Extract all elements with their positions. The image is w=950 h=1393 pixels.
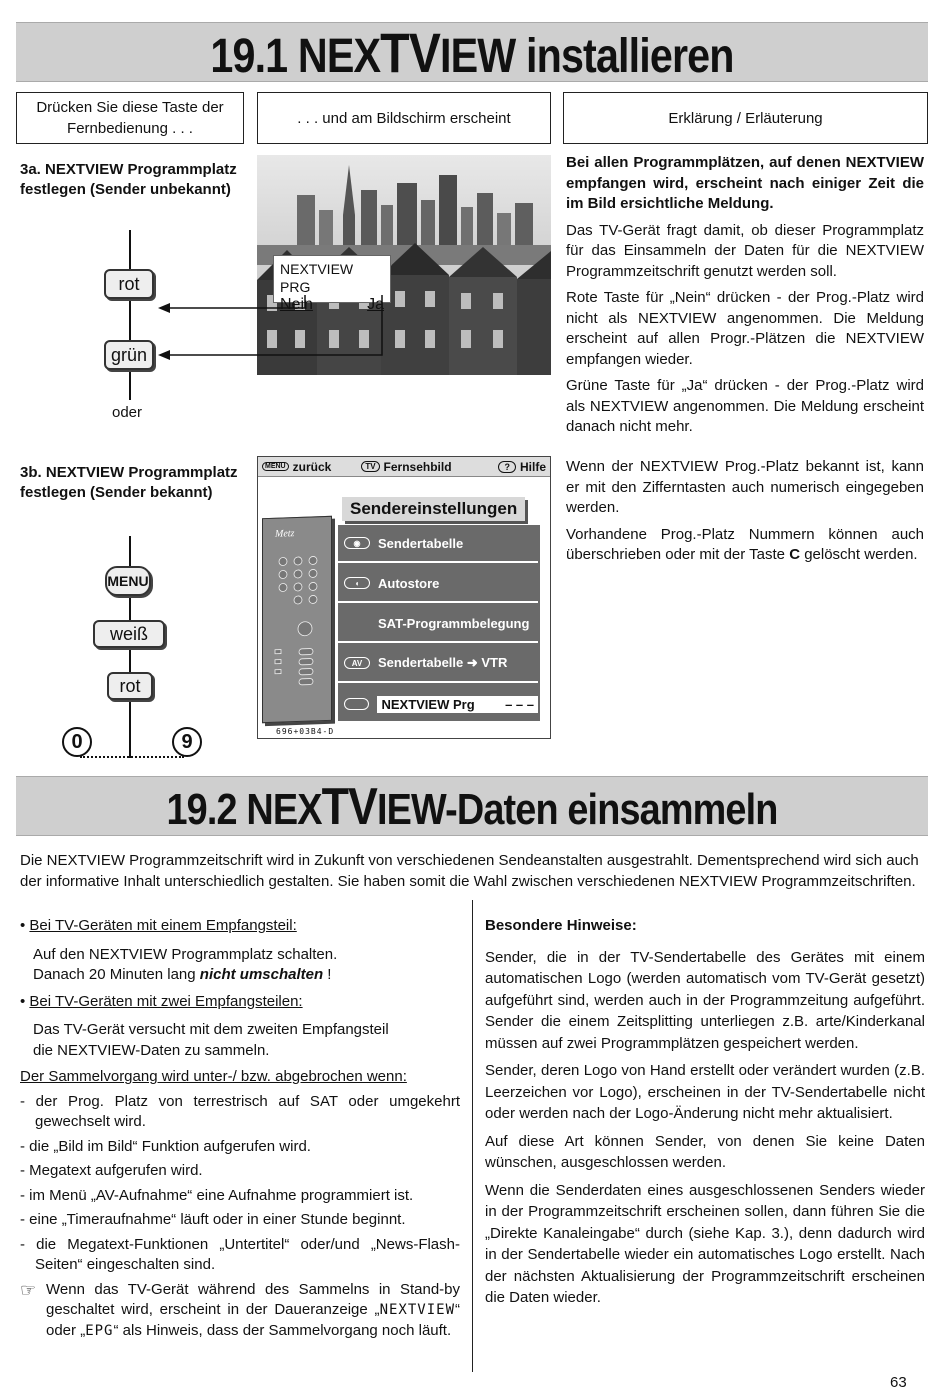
bullet1-line1: Auf den NEXTVIEW Programmplatz schalten. bbox=[33, 945, 338, 963]
step-3b-label: 3b. NEXTVIEW Programmplatz festlegen (Sender bekannt) bbox=[20, 464, 238, 501]
abort-item: - die Megatext-Funktionen „Untertitel“ oder/und „News-Flash-Seiten“ eingeschalten sind. bbox=[20, 1235, 460, 1273]
expl-3a-bold: Bei allen Programmplätzen, auf denen NEXTVIEW empfangen wird, erscheint nach einiger Zeit die im Bild ersichtliche Meldung. bbox=[566, 154, 924, 212]
osd-title: NEXTVIEW PRG bbox=[280, 261, 354, 295]
col-header-screen: . . . und am Bildschirm erscheint bbox=[257, 92, 551, 144]
hint-paragraph: Sender, die in der TV-Sendertabelle des Gerätes mit einem automatischen Logo (werden automatisch vom TV-Gerät gesetzt) aufgeführt sind, werden auch in der Programmzeitung aufgeführt. Sender die einem Zeitsplitting unterliegen z.B. arte/Kinderkanal müssen auf zwei Programmplätzen gespeichert werden. bbox=[485, 948, 925, 1052]
help-key-icon: ? bbox=[498, 461, 516, 473]
pointing-hand-icon: ☞ bbox=[20, 1279, 37, 1301]
flow-line-3a bbox=[129, 230, 131, 400]
bullet-one-receiver: • Bei TV-Geräten mit einem Empfangsteil: bbox=[20, 917, 297, 934]
abort-item: - Megatext aufgerufen wird. bbox=[20, 1162, 203, 1179]
bullet-two-receivers: • Bei TV-Geräten mit zwei Empfangsteilen: bbox=[20, 992, 303, 1010]
page-number: 63 bbox=[890, 1374, 907, 1391]
eye-icon: ◉ bbox=[344, 537, 370, 549]
remote-brand: Metz bbox=[275, 528, 295, 540]
expl-3a-p2: Rote Taste für „Nein“ drücken - der Prog.-Platz wird nicht als NEXTVIEW angenommen. Die Meldung erscheint auf allen Progr.-Plätzen die NEXTVIEW empfangen wieder. bbox=[566, 289, 924, 368]
osd-option-nein[interactable]: Nein bbox=[280, 296, 313, 313]
tv-key-icon: TV bbox=[361, 461, 379, 472]
key-rot-2[interactable]: rot bbox=[107, 672, 153, 700]
hint-paragraph: Sender, deren Logo von Hand erstellt oder verändert wurden (z.B. Leerzeichen vor Logo), erscheinen in der TV-Sendertabelle nicht oder werden nach der Logo-Änderung nicht mehr aktualisiert. bbox=[485, 1062, 925, 1122]
av-icon: AV bbox=[344, 657, 370, 669]
key-menu[interactable]: MENU bbox=[105, 566, 151, 596]
abort-item: - der Prog. Platz von terrestrisch auf SAT oder umgekehrt gewechselt wird. bbox=[20, 1092, 460, 1130]
step-3a-label: 3a. NEXTVIEW Programmplatz festlegen (Sender unbekannt) bbox=[20, 161, 237, 198]
section-title-19-1: 19.1 NEXTVIEW installieren bbox=[210, 21, 734, 84]
lcd-nextview: NEXTVIEW bbox=[379, 1302, 455, 1318]
lcd-epg: EPG bbox=[85, 1322, 114, 1339]
screen-code: 696+03B4-D bbox=[276, 727, 335, 736]
menu-item-sat[interactable]: SAT-Programmbelegung bbox=[338, 605, 538, 643]
bullet1-line2: Danach 20 Minuten lang nicht umschalten ! bbox=[33, 966, 332, 983]
abort-heading: Der Sammelvorgang wird unter-/ bzw. abgebrochen wenn: bbox=[20, 1068, 407, 1085]
nextview-prg-field[interactable]: NEXTVIEW Prg – – – bbox=[377, 696, 538, 713]
menu-back-label[interactable]: zurück bbox=[292, 459, 332, 474]
expl-3a-p1: Das TV-Gerät fragt damit, ob dieser Programmplatz für das Einsammeln der Daten für die NEXTVIEW Programmzeitschrift genutzt werden soll. bbox=[566, 221, 924, 280]
digit-key-9[interactable]: 9 bbox=[172, 727, 202, 757]
remote-buttons bbox=[263, 538, 333, 720]
section2-left-column bbox=[20, 916, 460, 1341]
menu-item-nextview-prg[interactable] bbox=[338, 685, 538, 723]
menu-help-label[interactable]: Hilfe bbox=[519, 459, 546, 474]
column-divider bbox=[472, 900, 473, 1372]
col-header-keys: Drücken Sie diese Taste der Fernbedienung . . . bbox=[16, 92, 244, 144]
hint-paragraph: Auf diese Art können Sender, von denen Sie keine Daten wünschen, ausgeschlossen werden. bbox=[485, 1132, 925, 1171]
explanation-3a bbox=[566, 153, 924, 444]
dotted-digit-line bbox=[80, 756, 184, 758]
menu-item-sendertabelle[interactable]: ◉ Sendertabelle bbox=[338, 525, 538, 563]
section-banner-19-1 bbox=[16, 22, 928, 82]
section2-intro: Die NEXTVIEW Programmzeitschrift wird in Zukunft von verschiedenen Sendeanstalten ausgestrahlt. Dementsprechend wird sich auch der informative Inhalt unterschiedlich gestalten. Sie haben somit die Wahl zwischen verschiedenen NEXTVIEW Programmzeitschriften. bbox=[20, 852, 919, 890]
osd-option-ja[interactable]: Ja bbox=[367, 296, 384, 313]
menu-item-sendertabelle-vtr[interactable]: AV Sendertabelle ➜ VTR bbox=[338, 645, 538, 683]
key-weiss[interactable]: weiß bbox=[93, 620, 165, 648]
menu-title: Sendereinstellungen bbox=[342, 497, 525, 521]
speaker-icon: ◖ bbox=[344, 577, 370, 589]
abort-list bbox=[20, 1092, 460, 1276]
menu-panel bbox=[338, 525, 540, 721]
col-header-explanation: Erklärung / Erläuterung bbox=[563, 92, 928, 144]
digit-key-0[interactable]: 0 bbox=[62, 727, 92, 757]
abort-item: - die „Bild im Bild“ Funktion aufgerufen wird. bbox=[20, 1137, 311, 1155]
key-rot[interactable]: rot bbox=[104, 269, 154, 299]
abort-item: - eine „Timeraufnahme“ läuft oder in einer Stunde beginnt. bbox=[20, 1211, 406, 1228]
standby-note: ☞ Wenn das TV-Gerät während des Sammelns in Stand-by geschaltet wird, erscheint in der Daueranzeige „NEXTVIEW“ oder „EPG“ als Hinweis, dass der Sammelvorgang noch läuft. bbox=[20, 1280, 460, 1342]
hint-paragraph: Wenn die Senderdaten eines ausgeschlossenen Senders wieder in der Programmzeitschrift erscheinen sollen, dann führen Sie die „Direkte Kanaleingabe“ durch (siehe Kap. 3.), denn dadurch wird in der Sendertabelle wieder ein automatisches Logo erstellt. Nach der nächsten Aktualisierung der Programmzeitschrift erscheinen die Daten wieder. bbox=[485, 1181, 925, 1306]
bullet2-line1: Das TV-Gerät versucht mit dem zweiten Empfangsteil bbox=[33, 1021, 389, 1038]
menu-tv-label[interactable]: Fernsehbild bbox=[383, 459, 452, 474]
menu-top-bar bbox=[258, 457, 550, 477]
expl-3a-p3: Grüne Taste für „Ja“ drücken - der Prog.-Platz wird als NEXTVIEW angenommen. Die Meldung erscheint danach nicht mehr. bbox=[566, 377, 924, 435]
explanation-3b bbox=[566, 457, 924, 572]
oder-label: oder bbox=[112, 404, 143, 421]
remote-control bbox=[262, 516, 332, 723]
menu-screenshot bbox=[257, 456, 551, 739]
connector-arrows bbox=[150, 260, 390, 370]
bullet2-line2: die NEXTVIEW-Daten zu sammeln. bbox=[33, 1041, 270, 1059]
expl-3b-p2: Vorhandene Prog.-Platz Nummern können auch überschrieben oder mit der Taste C gelöscht werden. bbox=[566, 525, 924, 563]
blank-key-icon bbox=[344, 698, 369, 710]
abort-item: - im Menü „AV-Aufnahme“ eine Aufnahme programmiert ist. bbox=[20, 1186, 414, 1204]
section2-right-column bbox=[485, 916, 925, 1315]
section-title-19-2: 19.2 NEXTVIEW-Daten einsammeln bbox=[166, 778, 778, 836]
section-banner-19-2 bbox=[16, 776, 928, 836]
expl-3b-p1: Wenn der NEXTVIEW Prog.-Platz bekannt ist, kann er mit den Zifferntasten auch numerisch eingegeben werden. bbox=[566, 458, 924, 516]
key-gruen[interactable]: grün bbox=[104, 340, 154, 370]
menu-key-icon: MENU bbox=[262, 462, 289, 471]
menu-item-autostore[interactable]: ◖ Autostore bbox=[338, 565, 538, 603]
hints-heading: Besondere Hinweise: bbox=[485, 917, 637, 934]
